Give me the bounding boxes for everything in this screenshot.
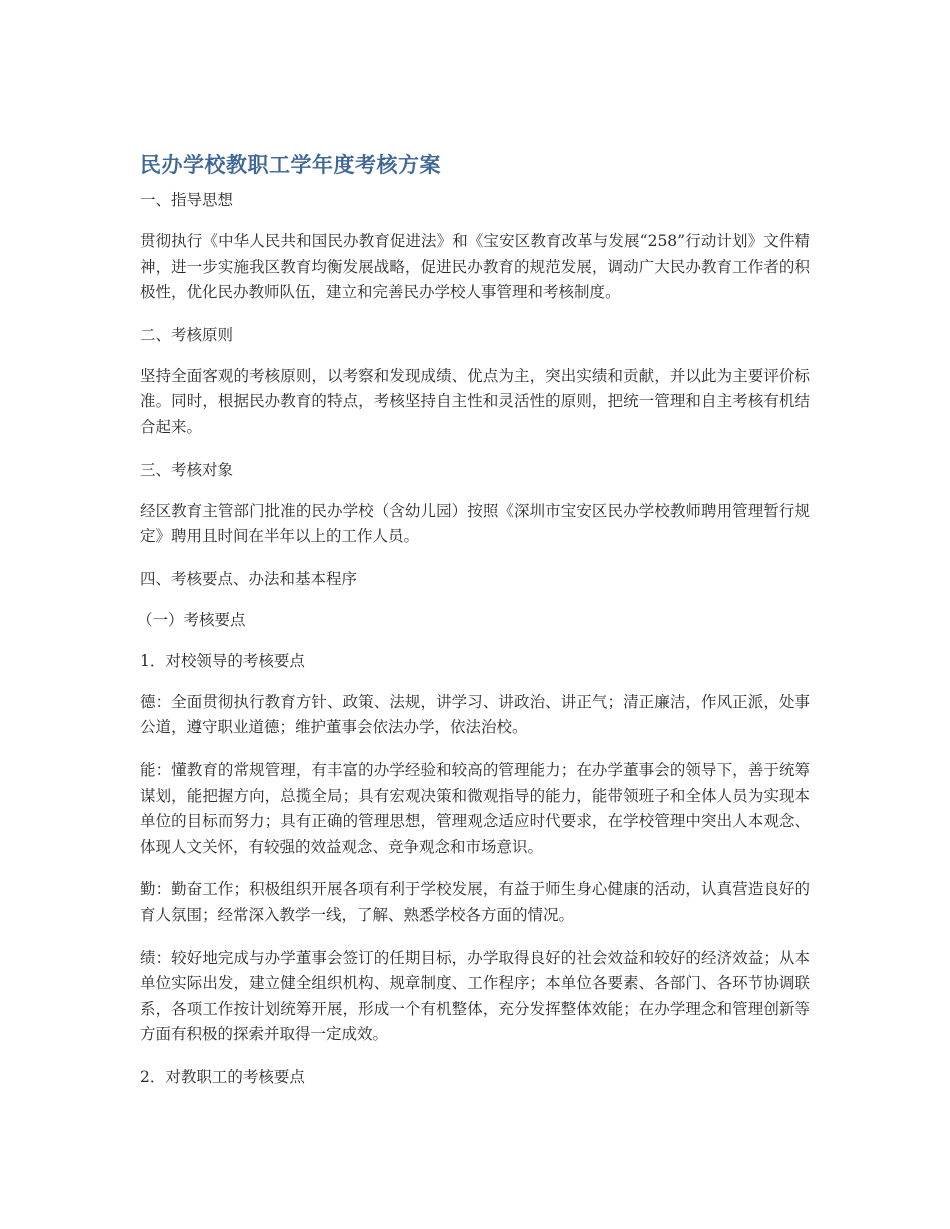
- section-paragraph-guiding-ideology: 贯彻执行《中华人民共和国民办教育促进法》和《宝安区教育改革与发展“258”行动计划》文件精神，进一步实施我区教育均衡发展战略，促进民办教育的规范发展，调动广大民办教育工作者的积极性，优化民办教师队伍，建立和完善民办学校人事管理和考核制度。: [140, 232, 810, 302]
- section-heading-principles: 二、考核原则: [140, 325, 234, 344]
- paragraph-ability: 能：懂教育的常规管理，有丰富的办学经验和较高的管理能力；在办学董事会的领导下，善于统筹谋划，能把握方向，总揽全局；具有宏观决策和微观指导的能力，能带领班子和全体人员为实现本单位的目标而努力；具有正确的管理思想，管理观念适应时代要求，在学校管理中突出人本观念、体现人文关怀，有较强的效益观念、竞争观念和市场意识。: [140, 760, 810, 856]
- section-paragraph-principles: 坚持全面客观的考核原则，以考察和发现成绩、优点为主，突出实绩和贡献，并以此为主要评价标准。同时，根据民办教育的特点，考核坚持自主性和灵活性的原则，把统一管理和自主考核有机结合起来。: [140, 366, 810, 436]
- paragraph-performance: 绩：较好地完成与办学董事会签订的任期目标，办学取得良好的社会效益和较好的经济效益；从本单位实际出发，建立健全组织机构、规章制度、工作程序；本单位各要素、各部门、各环节协调联系，各项工作按计划统筹开展，形成一个有机整体，充分发挥整体效能；在办学理念和管理创新等方面有积极的探索并取得一定成效。: [140, 948, 810, 1044]
- document-page: [137, 150, 810, 1106]
- section-paragraph-targets: 经区教育主管部门批准的民办学校（含幼儿园）按照《深圳市宝安区民办学校教师聘用管理暂行规定》聘用且时间在半年以上的工作人员。: [140, 501, 810, 546]
- paragraph-morality: 德：全面贯彻执行教育方针、政策、法规，讲学习、讲政治、讲正气；清正廉洁，作风正派，处事公道，遵守职业道德；维护董事会依法办学，依法治校。: [140, 692, 810, 737]
- subsection-heading-key-points: （一）考核要点: [137, 610, 246, 629]
- section-heading-procedures: 四、考核要点、办法和基本程序: [140, 569, 358, 588]
- paragraph-diligence: 勤：勤奋工作；积极组织开展各项有利于学校发展，有益于师生身心健康的活动，认真营造良好的育人氛围；经常深入教学一线，了解、熟悉学校各方面的情况。: [140, 880, 810, 924]
- item-heading-leaders: 1．对校领导的考核要点: [140, 651, 305, 670]
- section-heading-guiding-ideology: 一、指导思想: [140, 191, 234, 209]
- document-title: 民办学校教职工学年度考核方案: [140, 153, 441, 177]
- item-heading-staff: 2．对教职工的考核要点: [140, 1067, 305, 1086]
- section-heading-targets: 三、考核对象: [140, 460, 234, 479]
